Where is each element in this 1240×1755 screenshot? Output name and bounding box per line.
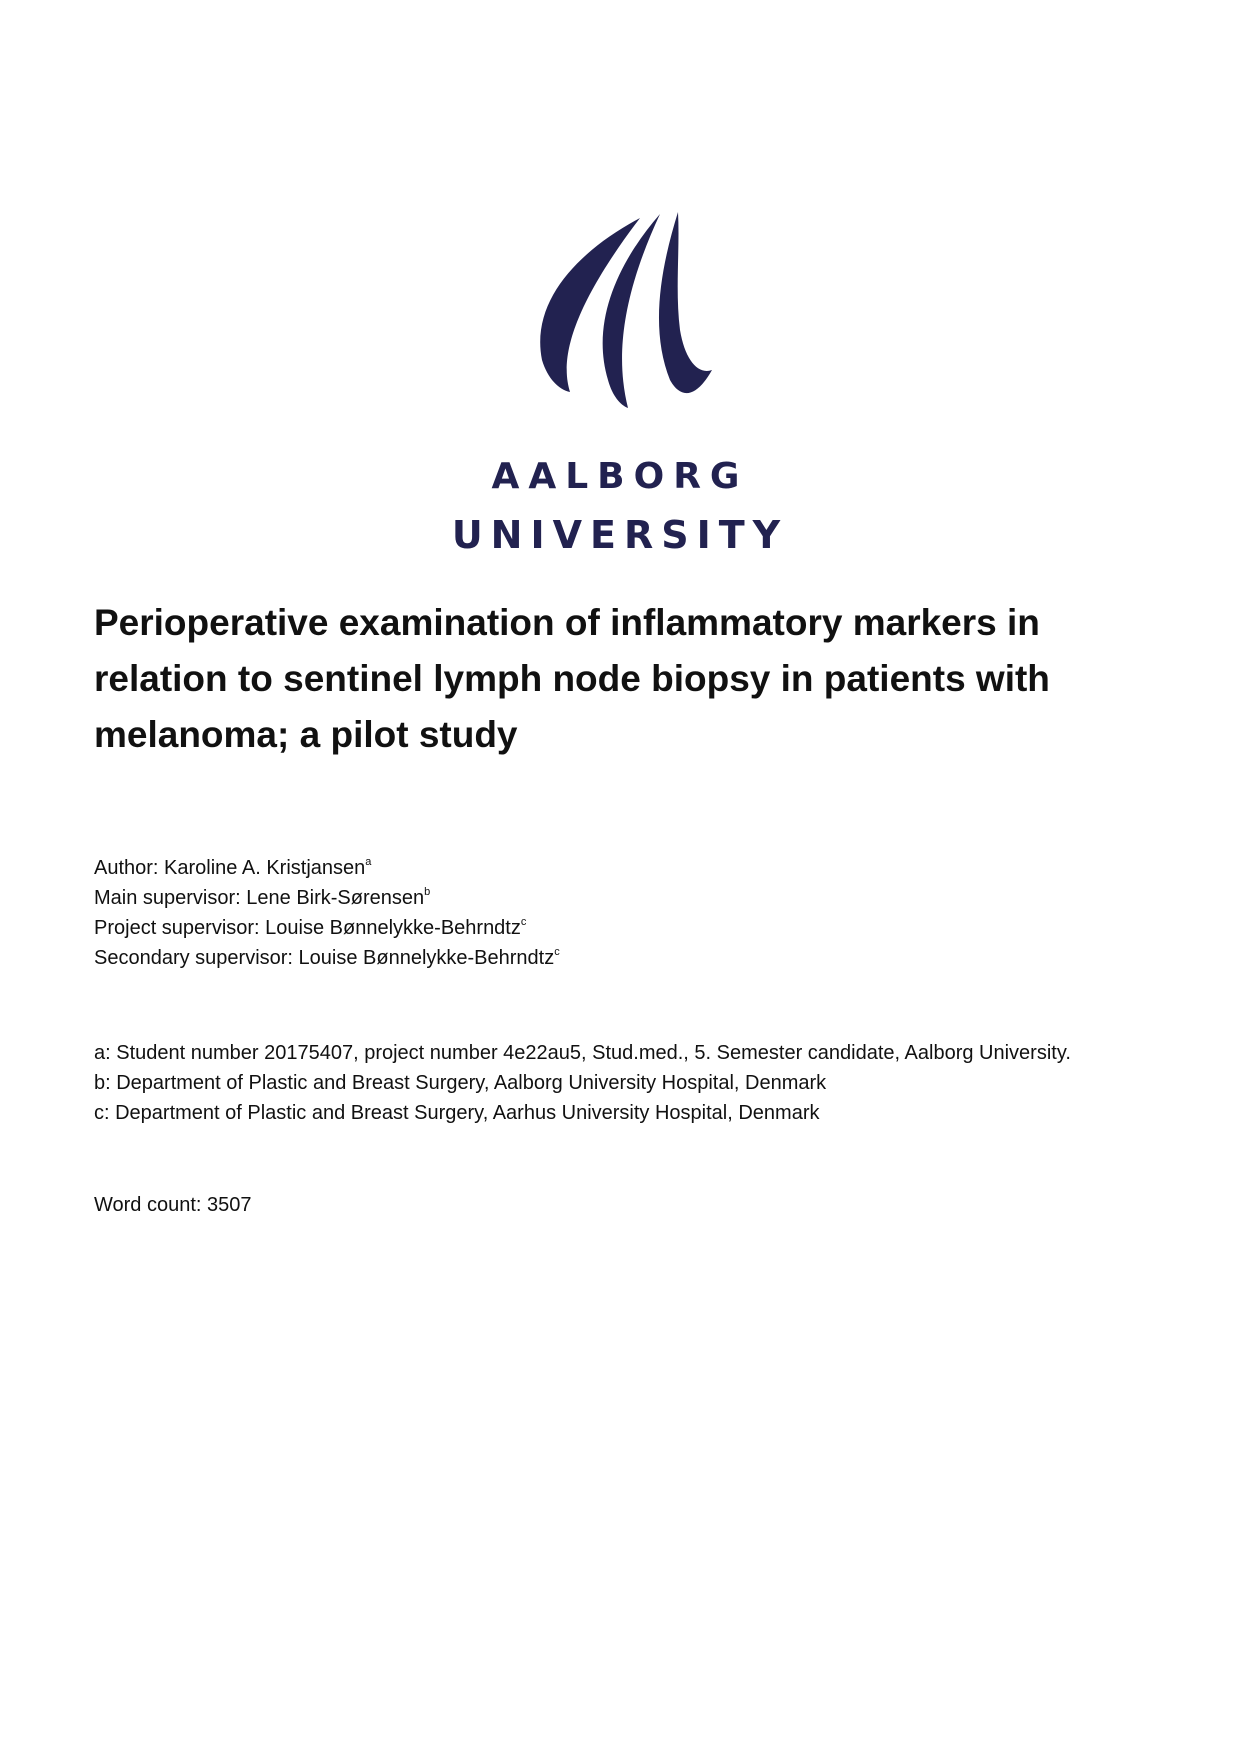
wordmark-line-2: UNIVERSITY xyxy=(451,513,789,557)
secondary-supervisor-text: Secondary supervisor: Louise Bønnelykke-Behrndtz xyxy=(94,947,555,969)
wordmark-line-1: AALBORG xyxy=(491,456,749,497)
affiliation-b: b: Department of Plastic and Breast Surgery, Aalborg University Hospital, Denmark xyxy=(94,1072,827,1094)
project-supervisor-line xyxy=(94,913,1154,943)
university-wordmark xyxy=(420,448,820,564)
author-footnote-mark: a xyxy=(365,856,372,868)
affiliation-c: c: Department of Plastic and Breast Surgery, Aarhus University Hospital, Denmark xyxy=(94,1102,820,1124)
document-title: Perioperative examination of inflammatory markers in relation to sentinel lymph node biopsy in patients with melanoma; a pilot study xyxy=(94,602,1050,755)
author-line xyxy=(94,853,1154,883)
affiliation-list xyxy=(94,1038,1194,1128)
author-list xyxy=(94,853,1154,973)
project-supervisor-text: Project supervisor: Louise Bønnelykke-Behrndtz xyxy=(94,917,521,939)
aalborg-university-logo-icon xyxy=(520,210,720,410)
main-supervisor-line xyxy=(94,883,1154,913)
secondary-supervisor-line xyxy=(94,943,1154,973)
affiliation-a: a: Student number 20175407, project number 4e22au5, Stud.med., 5. Semester candidate, Aalborg University. xyxy=(94,1042,1071,1064)
project-supervisor-footnote-mark: c xyxy=(520,916,527,928)
secondary-supervisor-footnote-mark: c xyxy=(554,946,560,958)
author-text: Author: Karoline A. Kristjansen xyxy=(94,857,366,879)
main-supervisor-footnote-mark: b xyxy=(424,886,431,898)
word-count: Word count: 3507 xyxy=(94,1194,252,1216)
main-supervisor-text: Main supervisor: Lene Birk-Sørensen xyxy=(94,887,425,909)
